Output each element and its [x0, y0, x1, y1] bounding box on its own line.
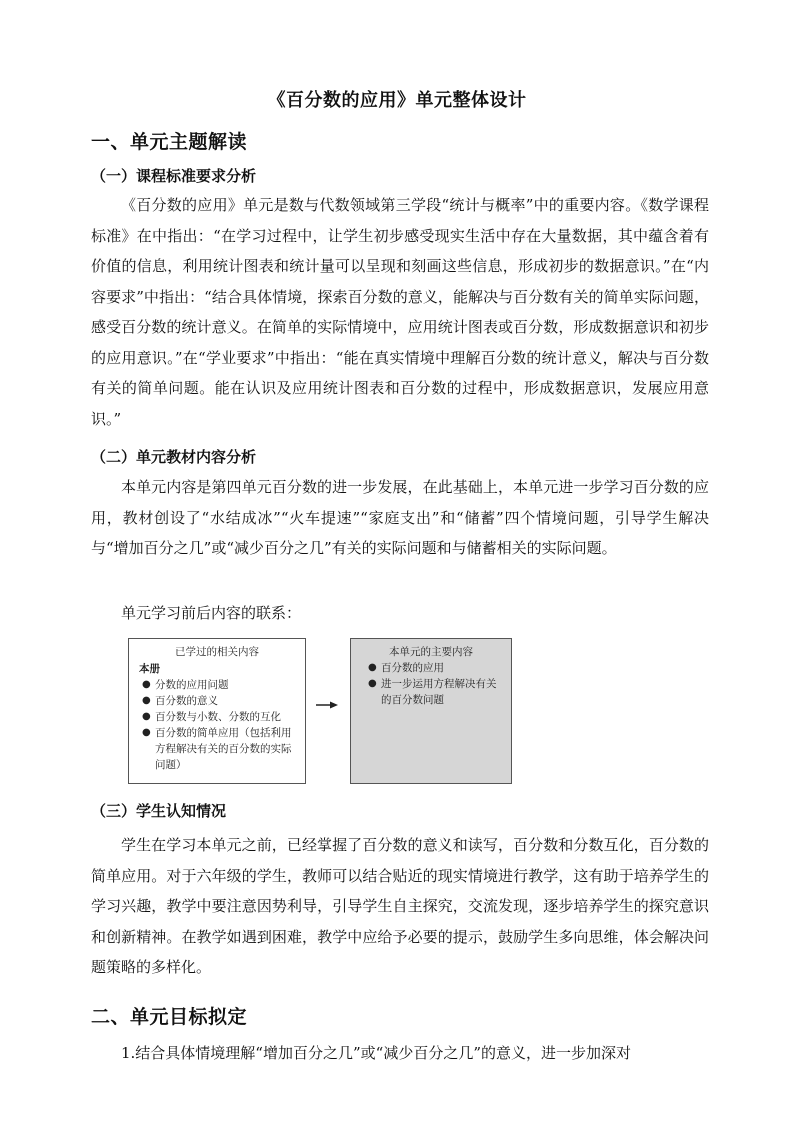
- unit-content-box: [350, 638, 512, 784]
- list-item: ● 进一步运用方程解决有关的百分数问题: [368, 678, 497, 706]
- section-heading-1: 一、单元主题解读: [91, 131, 248, 153]
- subsection-heading-2: （二）单元教材内容分析: [91, 448, 257, 466]
- list-item: ● 百分数的应用: [368, 662, 444, 674]
- subsection-heading-1: （一）课程标准要求分析: [91, 167, 257, 185]
- diagram-caption: 单元学习前后内容的联系：: [121, 604, 302, 622]
- unit-content-list: [365, 660, 505, 708]
- unit-content-header: 本单元的主要内容: [389, 646, 473, 658]
- paragraph-curriculum-standards: 《百分数的应用》单元是数与代数领域第三学段“统计与概率”中的重要内容。《数学课程标准》在中指出：“在学习过程中，让学生初步感受现实生活中存在大量数据，其中蕴含着有价值的信息，利用统计图表和统计量可以呈现和刻画这些信息，形成初步的数据意识。”在“内容要求”中指出：“结合具体情境，探索百分数的意义，能解决与百分数有关的简单实际问题，感受百分数的统计意义。在简单的实际情境中，应用统计图表或百分数，形成数据意识和初步的应用意识。”在“学业要求”中指出：“能在真实情境中理解百分数的统计意义，解决与百分数有关的简单问题。能在认识及应用统计图表和百分数的过程中，形成数据意识，发展应用意识。”: [91, 196, 709, 428]
- document-title: 《百分数的应用》单元整体设计: [267, 90, 527, 111]
- prior-content-subheader: 本册: [139, 663, 160, 675]
- paragraph-textbook-analysis: 本单元内容是第四单元百分数的进一步发展，在此基础上，本单元进一步学习百分数的应用，教材创设了“水结成冰”“火车提速”“家庭支出”和“储蓄”四个情境问题，引导学生解决与“增加百分之几”或“减少百分之几”有关的实际问题和与储蓄相关的实际问题。: [91, 478, 709, 557]
- prior-content-header: 已学过的相关内容: [175, 646, 259, 658]
- list-item: ● 百分数的意义: [142, 695, 218, 707]
- list-item: ● 分数的应用问题: [142, 679, 229, 691]
- prior-content-box: [128, 638, 306, 784]
- prior-content-list: [139, 677, 299, 773]
- right-arrow-icon: [316, 700, 338, 710]
- section-heading-2: 二、单元目标拟定: [91, 1006, 248, 1028]
- subsection-heading-3: （三）学生认知情况: [91, 802, 227, 820]
- list-item: ● 百分数与小数、分数的互化: [142, 711, 281, 723]
- paragraph-student-cognition: 学生在学习本单元之前，已经掌握了百分数的意义和读写，百分数和分数互化，百分数的简单应用。对于六年级的学生，教师可以结合贴近的现实情境进行教学，这有助于培养学生的学习兴趣，教学中要注意因势利导，引导学生自主探究，交流发现，逐步培养学生的探究意识和创新精神。在教学如遇到困难，教学中应给予必要的提示，鼓励学生多向思维，体会解决问题策略的多样化。: [91, 836, 709, 976]
- list-item: ● 百分数的简单应用（包括利用方程解决有关的百分数的实际问题）: [142, 727, 292, 771]
- goal-item-1: 1.结合具体情境理解“增加百分之几”或“减少百分之几”的意义，进一步加深对: [121, 1044, 631, 1062]
